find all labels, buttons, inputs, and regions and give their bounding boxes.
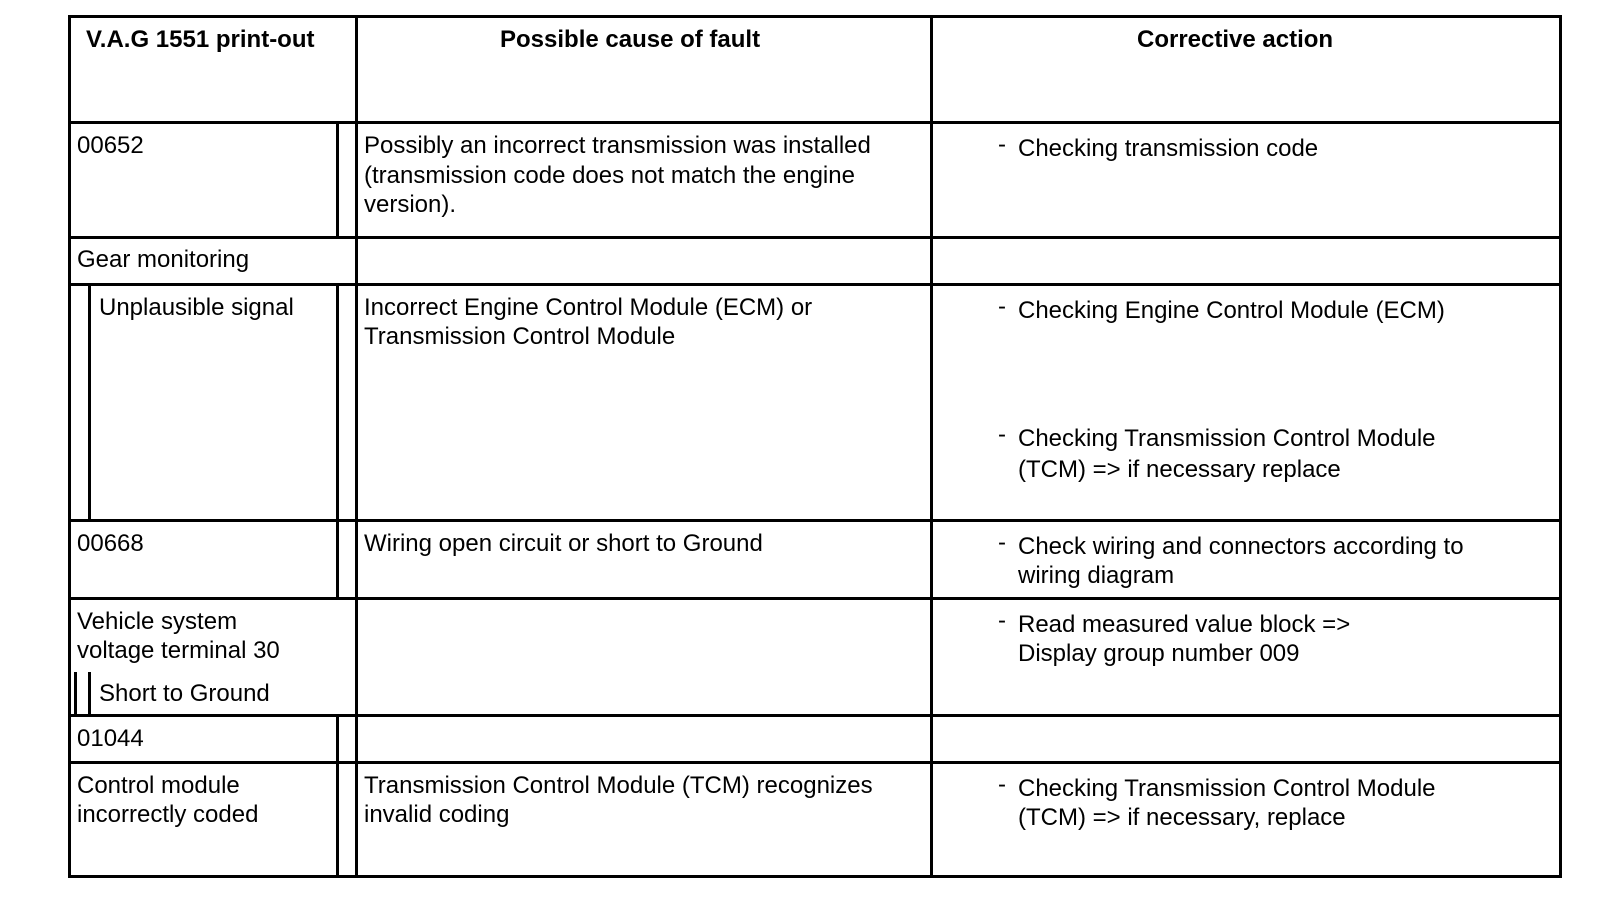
action-item xyxy=(998,131,1319,164)
indent-marker xyxy=(88,672,91,716)
cause-text: Possibly an incorrect transmission was installed xyxy=(364,132,871,159)
dash-bullet: - xyxy=(998,421,1006,448)
row-divider xyxy=(68,761,1562,764)
action-item-cont xyxy=(998,455,1341,485)
action-text: Checking transmission code xyxy=(1018,135,1319,162)
header-printout: V.A.G 1551 print-out xyxy=(86,26,315,53)
column-divider-inner xyxy=(336,714,339,878)
indent-marker xyxy=(88,283,91,521)
dash-bullet: - xyxy=(998,607,1006,634)
action-item-cont xyxy=(998,803,1346,833)
fault-title: Gear monitoring xyxy=(77,246,250,273)
action-text: Checking Transmission Control Module xyxy=(1018,425,1436,452)
header-action: Corrective action xyxy=(1137,26,1334,53)
action-text: wiring diagram xyxy=(1018,562,1175,589)
fault-subtitle: Unplausible signal xyxy=(99,294,294,321)
fault-title: incorrectly coded xyxy=(77,801,259,828)
cause-text: Transmission Control Module (TCM) recognizes xyxy=(364,772,873,799)
row-divider xyxy=(68,714,1562,717)
row-divider xyxy=(68,597,1562,600)
dash-bullet: - xyxy=(998,771,1006,798)
column-divider xyxy=(930,15,933,878)
row-divider xyxy=(68,236,1562,239)
cause-text: (transmission code does not match the engine xyxy=(364,162,855,189)
fault-title: Control module xyxy=(77,772,240,799)
fault-subtitle: Short to Ground xyxy=(99,680,270,707)
action-text: Read measured value block => xyxy=(1018,611,1351,638)
action-text: (TCM) => if necessary, replace xyxy=(1018,804,1346,831)
indent-marker xyxy=(74,672,77,716)
row-divider xyxy=(68,519,1562,522)
action-item xyxy=(998,421,1436,454)
fault-code: 01044 xyxy=(77,725,144,752)
cause-text: invalid coding xyxy=(364,801,510,828)
cause-text: Transmission Control Module xyxy=(364,323,676,350)
fault-title: voltage terminal 30 xyxy=(77,637,280,664)
row-divider xyxy=(68,283,1562,286)
action-item-cont xyxy=(998,561,1174,591)
dash-bullet: - xyxy=(998,293,1006,320)
action-text: Check wiring and connectors according to xyxy=(1018,533,1464,560)
header-cause: Possible cause of fault xyxy=(500,26,761,53)
action-item xyxy=(998,771,1436,804)
column-divider-inner xyxy=(336,283,339,600)
action-text: (TCM) => if necessary replace xyxy=(1018,456,1341,483)
action-item xyxy=(998,529,1464,562)
action-text: Checking Engine Control Module (ECM) xyxy=(1018,297,1445,324)
cause-text: version). xyxy=(364,191,457,218)
action-item xyxy=(998,293,1445,326)
column-divider-inner xyxy=(336,121,339,238)
fault-code: 00652 xyxy=(77,132,144,159)
action-text: Display group number 009 xyxy=(1018,640,1300,667)
cause-text: Wiring open circuit or short to Ground xyxy=(364,530,763,557)
action-item-cont xyxy=(998,639,1300,669)
column-divider xyxy=(355,15,358,878)
fault-code: 00668 xyxy=(77,530,144,557)
fault-title: Vehicle system xyxy=(77,608,238,635)
action-text: Checking Transmission Control Module xyxy=(1018,775,1436,802)
action-item xyxy=(998,607,1351,640)
dash-bullet: - xyxy=(998,529,1006,556)
row-divider xyxy=(68,121,1562,124)
dash-bullet: - xyxy=(998,131,1006,158)
cause-text: Incorrect Engine Control Module (ECM) or xyxy=(364,294,813,321)
